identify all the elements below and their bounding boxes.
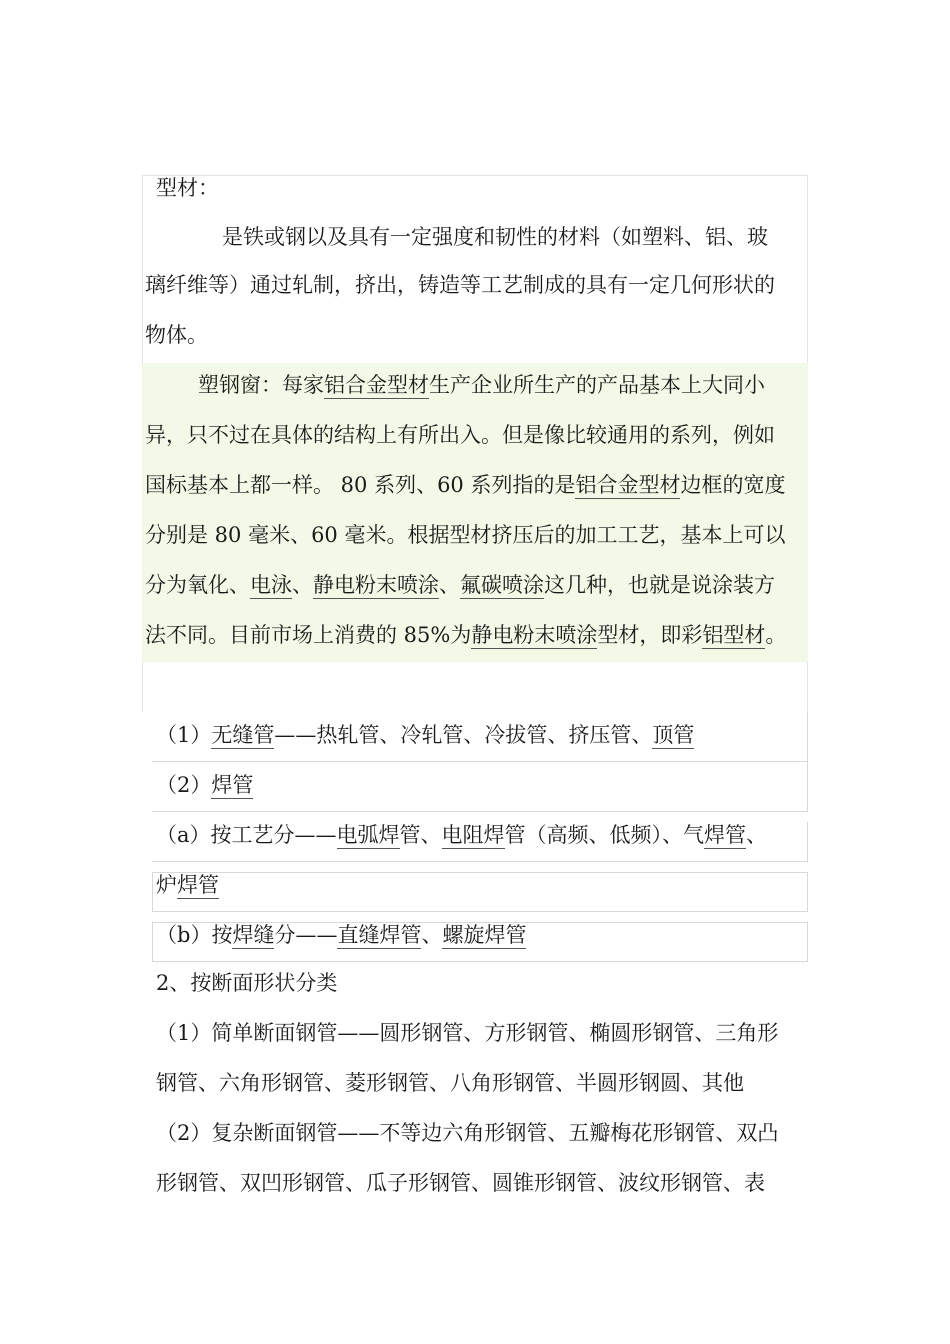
row-frame-furnace: [152, 872, 808, 912]
link-spiral-pipe[interactable]: 螺旋焊管: [442, 923, 527, 947]
window-line-5: 分为氧化、电泳、静电粉末喷涂、氟碳喷涂这几种，也就是说涂装方: [145, 573, 775, 597]
window-line-3: 国标基本上都一样。 80 系列、60 系列指的是铝合金型材边框的宽度: [145, 473, 786, 497]
link-arc-welding[interactable]: 电弧焊: [336, 823, 400, 847]
link-aluminum-profile-2[interactable]: 铝合金型材: [575, 473, 681, 497]
heading-profile: 型材：: [156, 176, 219, 200]
complex-section-line-1: （2）复杂断面钢管——不等边六角形钢管、五瓣梅花形钢管、双凸: [156, 1121, 779, 1145]
link-straight-seam-pipe[interactable]: 直缝焊管: [337, 923, 422, 947]
definition-line-3: 物体。: [145, 323, 208, 347]
window-line-4: 分别是 80 毫米、60 毫米。根据型材挤压后的加工工艺，基本上可以: [145, 523, 786, 547]
link-electrophoresis[interactable]: 电泳: [250, 573, 292, 597]
window-line-1: 塑钢窗：每家铝合金型材生产企业所生产的产品基本上大同小: [198, 373, 765, 397]
pipe-seamless-line: （1）无缝管——热轧管、冷轧管、冷拔管、挤压管、顶管: [156, 723, 695, 747]
link-fluorocarbon-coating[interactable]: 氟碳喷涂: [460, 573, 544, 597]
link-welded-pipe-2[interactable]: 焊管: [704, 823, 747, 847]
section-title: 2、按断面形状分类: [156, 971, 338, 995]
definition-line-1: 是铁或钢以及具有一定强度和韧性的材料（如塑料、铝、玻: [222, 225, 768, 249]
definition-line-2: 璃纤维等）通过轧制，挤出，铸造等工艺制成的具有一定几何形状的: [145, 273, 775, 297]
link-powder-coating-2[interactable]: 静电粉末喷涂: [471, 623, 598, 647]
pipe-welded-line: （2）焊管: [156, 773, 254, 797]
link-jacking-pipe[interactable]: 顶管: [652, 723, 695, 747]
link-weld-seam[interactable]: 焊缝: [232, 923, 275, 947]
link-aluminum-profile-3[interactable]: 铝型材: [702, 623, 766, 647]
highlight-block: [142, 363, 808, 662]
window-line-6: 法不同。目前市场上消费的 85%为静电粉末喷涂型材，即彩铝型材。: [145, 623, 787, 647]
link-welded-pipe[interactable]: 焊管: [211, 773, 254, 797]
pipe-process-line: （a）按工艺分——电弧焊管、电阻焊管（高频、低频）、气焊管、: [156, 823, 768, 847]
link-aluminum-profile[interactable]: 铝合金型材: [324, 373, 429, 397]
pipe-furnace-line: 炉焊管: [156, 873, 219, 897]
simple-section-line-2: 钢管、六角形钢管、菱形钢管、八角形钢管、半圆形钢圆、其他: [156, 1071, 744, 1095]
link-powder-coating[interactable]: 静电粉末喷涂: [313, 573, 439, 597]
link-seamless-pipe[interactable]: 无缝管: [211, 723, 275, 747]
window-line-2: 异，只不过在具体的结构上有所出入。但是像比较通用的系列，例如: [145, 423, 775, 447]
complex-section-line-2: 形钢管、双凹形钢管、瓜子形钢管、圆锥形钢管、波纹形钢管、表: [156, 1171, 765, 1195]
simple-section-line-1: （1）简单断面钢管——圆形钢管、方形钢管、椭圆形钢管、三角形: [156, 1021, 779, 1045]
link-welded-pipe-3[interactable]: 焊管: [177, 873, 219, 897]
link-resistance-welding[interactable]: 电阻焊: [441, 823, 505, 847]
pipe-seam-line: （b）按焊缝分——直缝焊管、螺旋焊管: [156, 923, 527, 947]
